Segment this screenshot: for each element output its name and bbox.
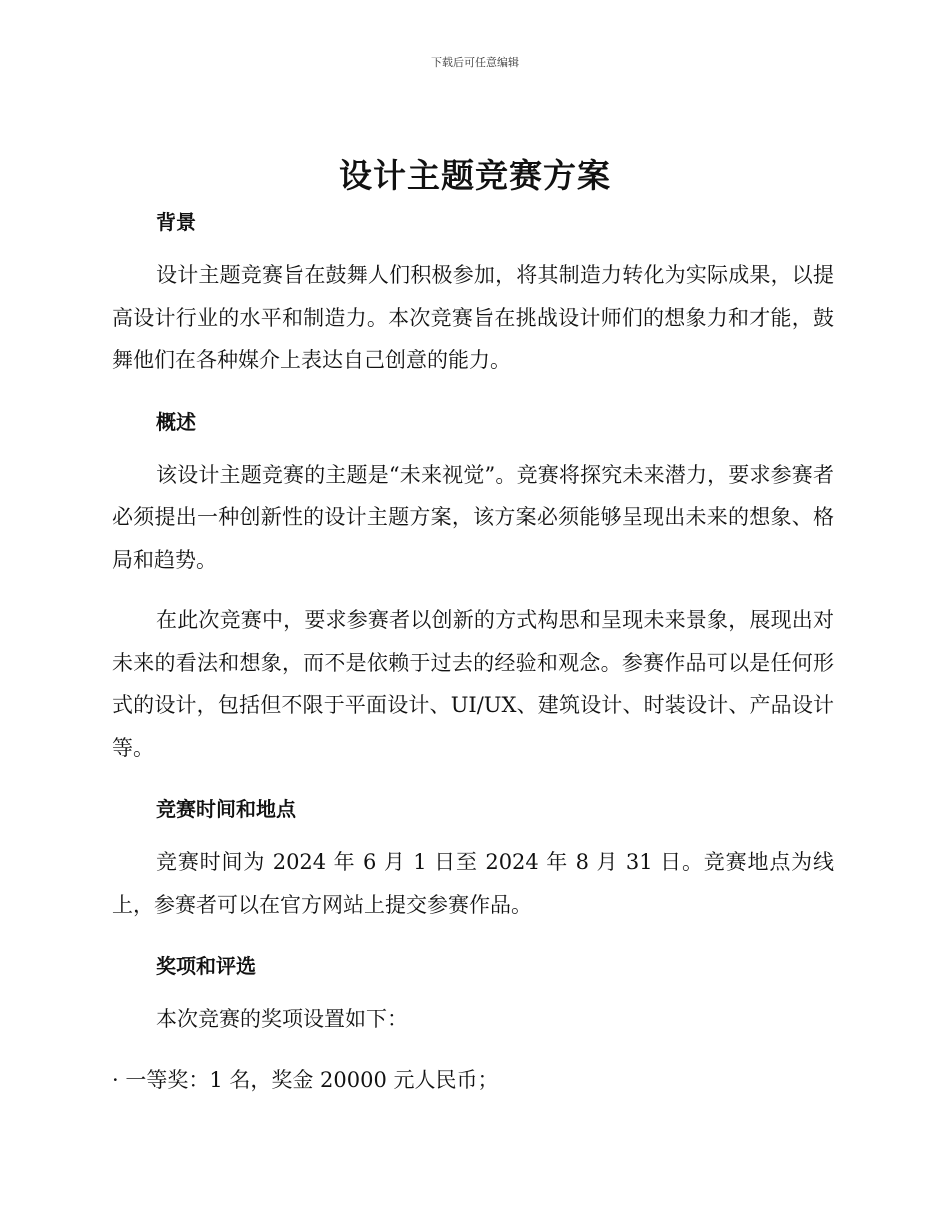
document-body — [112, 200, 834, 1101]
awards-intro: 本次竞赛的奖项设置如下： — [156, 1007, 408, 1031]
document-title: 设计主题竞赛方案 — [339, 156, 611, 195]
section-heading-background: 背景 — [156, 210, 196, 234]
overview-paragraph-1: 该设计主题竞赛的主题是“未来视觉”。竞赛将探究未来潜力，要求参赛者必须提出一种创新性的设计主题方案，该方案必须能够呈现出未来的想象、格局和趋势。 — [112, 462, 834, 572]
time-location-paragraph: 竞赛时间为 2024 年 6 月 1 日至 2024 年 8 月 31 日。竞赛地点为线上，参赛者可以在官方网站上提交参赛作品。 — [112, 850, 834, 917]
section-heading-overview: 概述 — [156, 409, 196, 434]
award-item-first-prize: · 一等奖：1 名，奖金 20000 元人民币； — [112, 1067, 499, 1092]
background-paragraph: 设计主题竞赛旨在鼓舞人们积极参加，将其制造力转化为实际成果，以提高设计行业的水平和制造力。本次竞赛旨在挑战设计师们的想象力和才能，鼓舞他们在各种媒介上表达自己创意的能力。 — [112, 263, 834, 372]
section-heading-awards: 奖项和评选 — [156, 954, 256, 978]
header-note: 下载后可任意编辑 — [431, 56, 519, 69]
overview-paragraph-2: 在此次竞赛中，要求参赛者以创新的方式构思和呈现未来景象，展现出对未来的看法和想象，而不是依赖于过去的经验和观念。参赛作品可以是任何形式的设计，包括但不限于平面设计、UI/UX、建筑设计、时装设计、产品设计等。 — [112, 608, 834, 760]
section-heading-time-location: 竞赛时间和地点 — [156, 797, 296, 821]
